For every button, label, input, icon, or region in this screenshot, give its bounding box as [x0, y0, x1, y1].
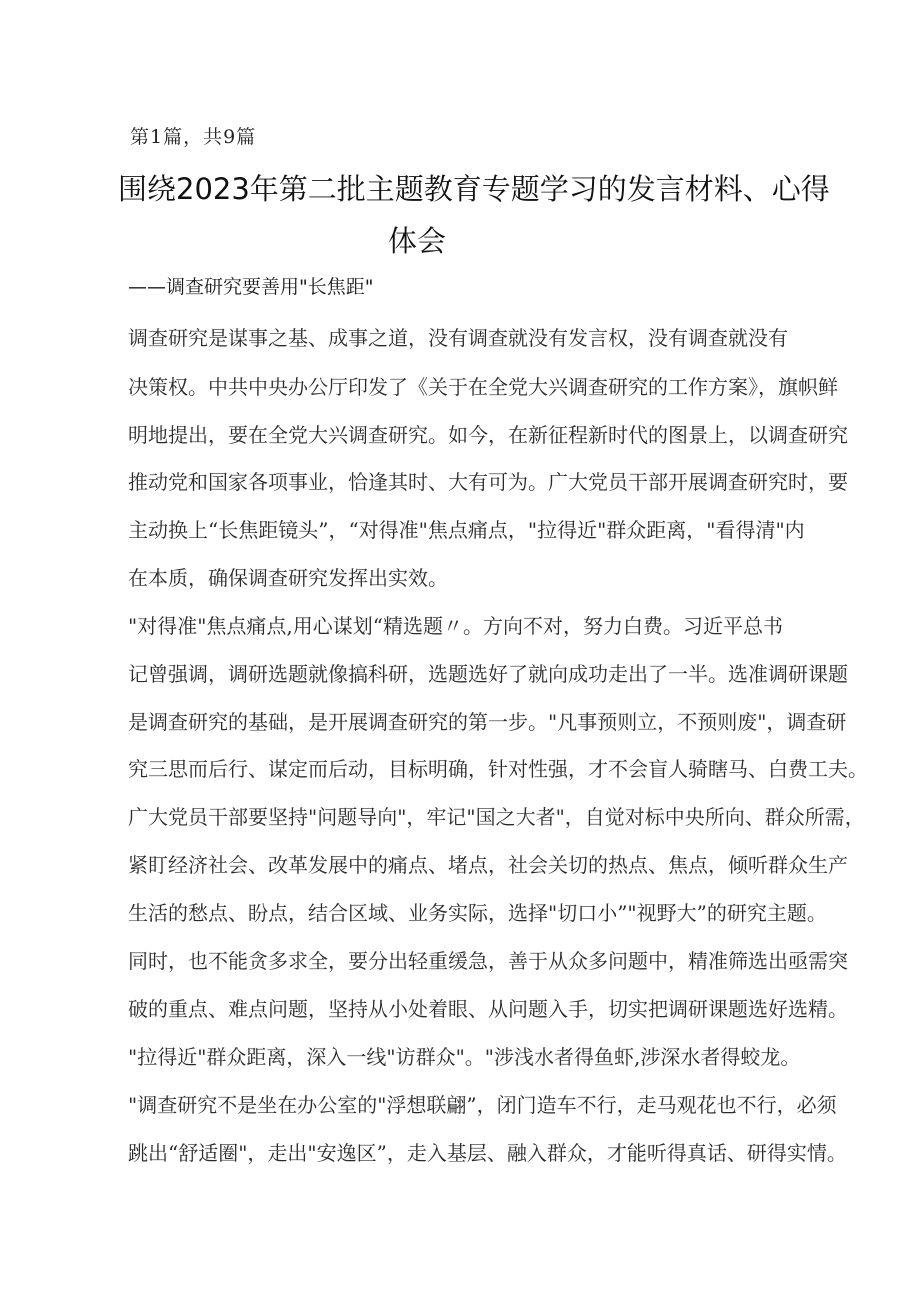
body-line: "拉得近"群众距离，深入一线"访群众"。"涉浅水者得鱼虾,涉深水者得蛟龙。 [128, 1045, 801, 1069]
body-line: 记曾强调，调研选题就像搞科研，选题选好了就向成功走出了一半。选准调研课题 [128, 662, 848, 686]
body-line: "调查研究不是坐在办公室的"浮想联翩”，闭门造车不行，走马观花也不行，必须 [128, 1093, 837, 1117]
body-line: 跳出“舒适圈"，走出"安逸区”，走入基层、融入群众，才能听得真话、研得实情。 [128, 1141, 847, 1165]
body-line: 是调查研究的基础，是开展调查研究的第一步。"凡事预则立，不预则废"，调查研 [128, 710, 847, 734]
body-line: 同时，也不能贪多求全，要分出轻重缓急，善于从众多问题中，精准筛选出亟需突 [128, 949, 848, 973]
body-line: 推动党和国家各项事业，恰逢其时、大有可为。广大党员干部开展调查研究时，要 [128, 470, 848, 494]
body-line: 广大党员干部要坚持"问题导向"，牢记"国之大者"，自觉对标中央所向、群众所需， [128, 805, 865, 829]
body-line: 在本质，确保调查研究发挥出实效。 [128, 566, 448, 590]
document-subtitle: ——调查研究要善用"长焦距" [128, 276, 374, 298]
document-title-line-1: 围绕2023年第二批主题教育专题学习的发言材料、心得 [118, 172, 830, 206]
body-line: 调查研究是谋事之基、成事之道，没有调查就没有发言权，没有调查就没有 [128, 326, 788, 350]
body-line: 决策权。中共中央办公厅印发了《关于在全党大兴调查研究的工作方案》，旗帜鲜 [128, 375, 838, 399]
body-line: "对得准"焦点痛点,用心谋划“精选题〃。方向不对，努力白费。习近平总书 [128, 614, 783, 638]
body-line: 明地提出，要在全党大兴调查研究。如今，在新征程新时代的图景上，以调查研究 [128, 423, 848, 447]
body-line: 紧盯经济社会、改革发展中的痛点、堵点，社会关切的热点、焦点，倾听群众生产 [128, 853, 848, 877]
page-counter: 第1篇，共9篇 [130, 126, 257, 148]
body-line: 主动换上“长焦距镜头”，“对得准"焦点痛点，"拉得近"群众距离，"看得清"内 [128, 518, 805, 542]
document-title-line-2: 体会 [388, 224, 447, 258]
body-line: 生活的愁点、盼点，结合区域、业务实际，选择"切口小”"视野大”的研究主题。 [128, 901, 827, 925]
body-line: 究三思而后行、谋定而后动，目标明确，针对性强，才不会盲人骑瞎马、白费工夫。 [128, 757, 868, 781]
body-line: 破的重点、难点问题，坚持从小处着眼、从问题入手，切实把调研课题选好选精。 [128, 997, 848, 1021]
